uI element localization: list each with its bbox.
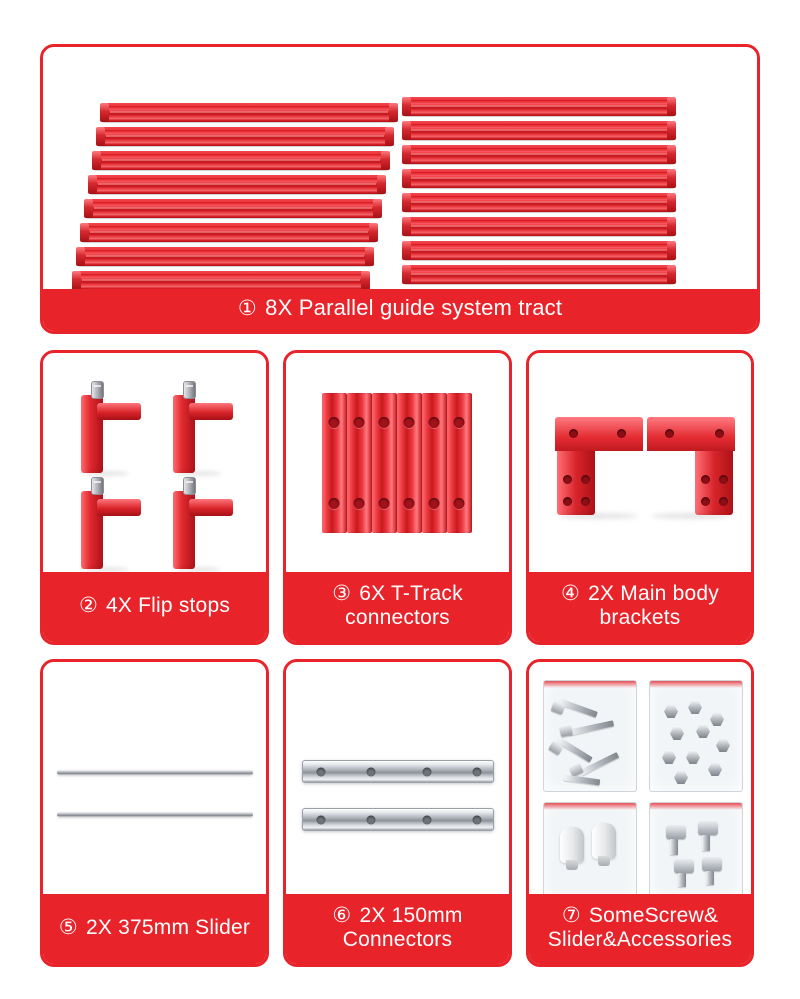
part-label-main-body-brackets <box>529 572 751 642</box>
part-image-main-body-brackets <box>529 353 751 572</box>
part-image-150mm-connectors <box>286 662 509 894</box>
part-text-3-line2: connectors <box>345 606 450 629</box>
hardware-bag-nuts <box>649 680 743 792</box>
part-image-screw-slider-accessories <box>529 662 751 894</box>
part-text-4-line2: brackets <box>599 606 681 629</box>
part-label-flip-stops <box>43 572 266 642</box>
flip-stop-illustration <box>81 381 143 473</box>
part-text-5: 2X 375mm Slider <box>86 916 251 940</box>
flip-stop-illustration <box>173 477 235 569</box>
part-card-flip-stops <box>40 350 269 645</box>
part-text-2: 4X Flip stops <box>106 594 231 618</box>
part-image-t-track-connectors <box>286 353 509 572</box>
part-card-t-track-connectors <box>283 350 512 645</box>
hardware-bag-screws <box>649 802 743 894</box>
hardware-bag-bolts <box>543 680 637 792</box>
connector-bar-illustration <box>302 760 494 783</box>
part-text-7-line2: Slider&Accessories <box>547 928 733 951</box>
part-label-150mm-connectors <box>286 894 509 964</box>
parts-row-two <box>40 350 760 645</box>
part-number-6: ⑥ <box>332 904 352 928</box>
aluminium-track-bundle-illustration <box>43 47 757 289</box>
part-number-7: ⑦ <box>561 904 581 928</box>
part-card-150mm-connectors <box>283 659 512 967</box>
main-body-bracket-illustration <box>555 417 643 515</box>
part-text-7-line1: SomeScrew& <box>588 904 719 928</box>
part-label-parallel-guide-system-tract <box>43 289 757 331</box>
part-number-2: ② <box>78 594 98 618</box>
part-card-375mm-slider <box>40 659 269 967</box>
t-track-connector-illustration <box>322 393 474 533</box>
part-number-3: ③ <box>332 582 352 606</box>
part-text-4-line1: 2X Main body <box>588 582 719 606</box>
part-image-flip-stops <box>43 353 266 572</box>
part-label-375mm-slider <box>43 894 266 964</box>
slider-rod-illustration <box>57 770 253 775</box>
parts-row-three <box>40 659 760 967</box>
connector-bar-illustration <box>302 808 494 831</box>
part-text-1: 8X Parallel guide system tract <box>265 295 563 321</box>
part-image-parallel-guide-system-tract <box>43 47 757 289</box>
part-number-5: ⑤ <box>58 916 78 940</box>
part-number-4: ④ <box>561 582 581 606</box>
flip-stop-illustration <box>81 477 143 569</box>
part-label-screw-slider-accessories <box>529 894 751 964</box>
part-number-1: ① <box>237 297 257 321</box>
part-text-6-line2: Connectors <box>342 928 453 951</box>
part-image-375mm-slider <box>43 662 266 894</box>
part-card-parallel-guide-system-tract <box>40 44 760 334</box>
part-label-t-track-connectors <box>286 572 509 642</box>
part-card-screw-slider-accessories <box>526 659 754 967</box>
hardware-bag-knobs <box>543 802 637 894</box>
slider-rod-illustration <box>57 812 253 817</box>
part-text-3-line1: 6X T-Track <box>359 582 463 606</box>
main-body-bracket-illustration <box>647 417 735 515</box>
part-card-main-body-brackets <box>526 350 754 645</box>
flip-stop-illustration <box>173 381 235 473</box>
part-text-6-line1: 2X 150mm <box>359 904 463 928</box>
